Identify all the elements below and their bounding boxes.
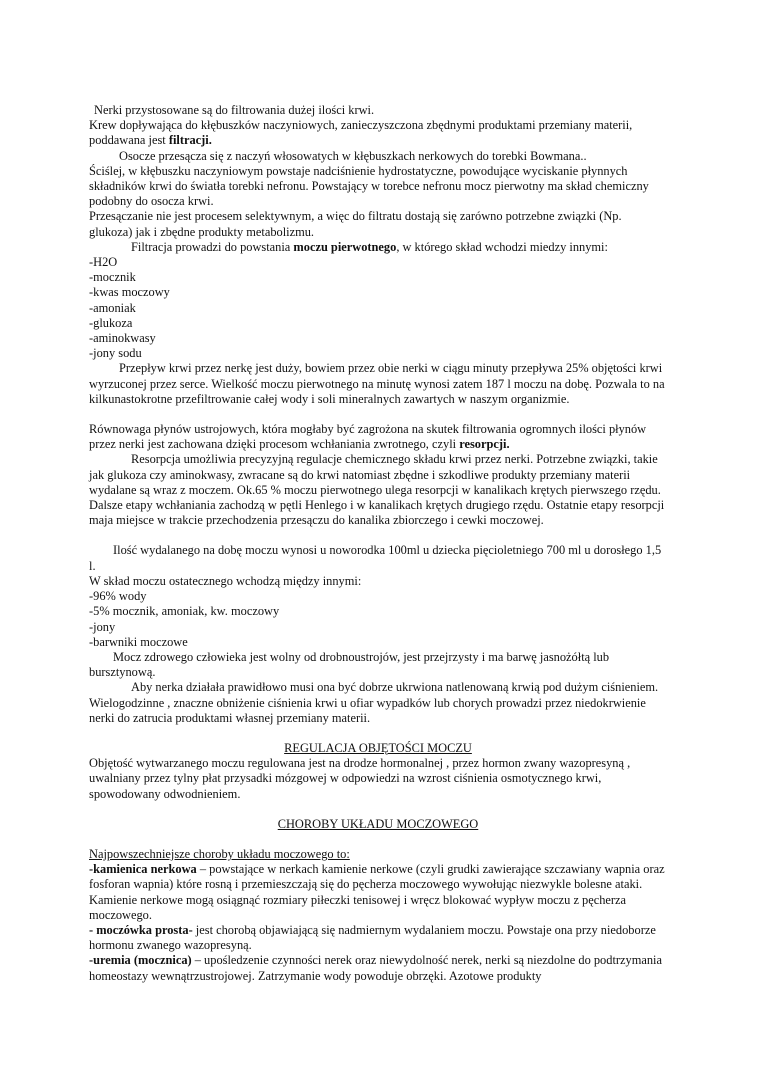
list-item: -barwniki moczowe [89, 634, 188, 649]
paragraph-fluid-balance: Równowaga płynów ustrojowych, która mogłaby być zagrożona na skutek filtrowania ogromnych ilości płynów przez nerki jest zachowana dzięki procesom wchłaniania zwrotnego, czyli resorpcji. [89, 422, 647, 452]
term-diabetes-insipidus: - moczówka prosta- [89, 922, 193, 937]
final-urine-list [89, 589, 667, 650]
heading-urinary-diseases: CHOROBY UKŁADU MOCZOWEGO [277, 816, 479, 831]
list-item: -jony [89, 619, 116, 634]
paragraph-intro: Nerki przystosowane są do filtrowania dużej ilości krwi. [94, 103, 375, 117]
paragraph-blood-supply: Aby nerka działała prawidłowo musi ona być dobrze ukrwiona natlenowaną krwią pod dużym ciśnieniem. Wielogodzinne , znaczne obniżenie ciśnienia krwi u ofiar wypadków lub chorych prowadzi przez niedokrwienie nerki do zatrucia produktami własnej przemiany materii. [89, 680, 659, 725]
paragraph-final-urine: W skład moczu ostatecznego wchodzą między innymi: [89, 573, 362, 588]
list-item: -96% wody [89, 589, 147, 604]
paragraph-blood-flow: Przepływ krwi przez nerkę jest duży, bowiem przez obie nerki w ciągu minuty przepływa 25% objętości krwi wyrzuconej przez serce. Wielkość moczu pierwotnego na minutę wynosi zatem 187 l moczu na dobę. Pozwala to na kilkunastokrotne przefiltrowanie całej wody i soli mineralnych zawartych w naszym organizmie. [89, 361, 665, 406]
paragraph-non-selective: Przesączanie nie jest procesem selektywnym, a więc do filtratu dostają się zarówno potrzebne związki (Np. glukoza) jak i zbędne produkty metabolizmu. [89, 209, 622, 239]
list-item: -aminokwasy [89, 331, 156, 346]
disease-kidney-stones: -kamienica nerkowa – powstające w nerkach kamienie nerkowe (czyli grudki zawierające szczawiany wapnia oraz fosforan wapnia) które rosną i przemieszczają się do pęcherza moczowego wywołując niezwykle bolesne ataki. Kamienie nerkowe mogą osiągnąć rozmiary piłeczki tenisowej i wręcz blokować wypływ moczu z pęcherza moczowego. [89, 862, 665, 922]
spacer [89, 407, 667, 422]
paragraph-daily-volume: Ilość wydalanego na dobę moczu wynosi u noworodka 100ml u dziecka pięcioletniego 700 ml u dorosłego 1,5 l. [89, 543, 662, 573]
paragraph-primary-urine: Filtracja prowadzi do powstania moczu pierwotnego, w którego skład wchodzi miedzy innymi: [131, 239, 608, 254]
term-uremia: -uremia (mocznica) [89, 953, 192, 968]
spacer [89, 726, 667, 741]
term-kidney-stones: -kamienica nerkowa [89, 862, 197, 877]
term-primary-urine: moczu pierwotnego [293, 239, 397, 254]
term-filtration: filtracji. [168, 133, 212, 148]
heading-urine-volume-regulation: REGULACJA OBJĘTOŚCI MOCZU [284, 740, 472, 755]
list-item: -amoniak [89, 300, 136, 315]
list-item: -jony sodu [89, 346, 142, 361]
list-item: -5% mocznik, amoniak, kw. moczowy [89, 604, 280, 619]
paragraph-vasopressin: Objętość wytwarzanego moczu regulowana jest na drodze hormonalnej , przez hormon zwany wazopresyną , uwalniany przez tylny płat przysadki mózgowej w odpowiedzi na wzrost ciśnienia osmotycznego krwi, spowodowany odwodnieniem. [89, 756, 631, 801]
list-item: -glukoza [89, 315, 133, 330]
paragraph-diseases-intro: Najpowszechniejsze choroby układu moczowego to: [89, 846, 350, 861]
paragraph-bowman: Osocze przesącza się z naczyń włosowatych w kłębuszkach nerkowych do torebki Bowmana.. [119, 148, 587, 163]
paragraph-hydrostatic: Ściślej, w kłębuszku naczyniowym powstaje nadciśnienie hydrostatyczne, powodujące wyciskanie płynnych składników krwi do światła torebki nefronu. Powstający w torebce nefronu mocz pierwotny ma skład chemiczny podobny do osocza krwi. [89, 163, 649, 209]
list-item: -kwas moczowy [89, 285, 170, 300]
spacer [89, 802, 667, 817]
list-item: -mocznik [89, 270, 136, 285]
paragraph-resorption: Resorpcja umożliwia precyzyjną regulacje chemicznego składu krwi przez nerki. Potrzebne związki, takie jak glukoza czy aminokwasy, zwracane są do krwi natomiast zbędne i szkodliwe produkty przemiany materii wydalane są wraz z moczem. Ok.65 % moczu pierwotnego ulega resorpcji w kanalikach krętych pierwszego rzędu. Dalsze etapy wchłaniania zachodzą w pętli Henlego i w kanalikach krętych drugiego rzędu. Ostatnie etapy resorpcji maja miejsce w trakcie przechodzenia przesączu do kanalika zbiorczego i cewki moczowej. [89, 452, 665, 528]
paragraph-healthy-urine: Mocz zdrowego człowieka jest wolny od drobnoustrojów, jest przejrzysty i ma barwę jasnożółtą lub bursztynową. [89, 649, 610, 680]
spacer [89, 528, 667, 543]
term-resorption: resorpcji. [459, 437, 510, 452]
paragraph-filtration: Krew dopływająca do kłębuszków naczyniowych, zanieczyszczona zbędnymi produktami przemiany materii, poddawana jest filtracji. [89, 118, 633, 148]
primary-urine-list [89, 255, 667, 361]
list-item: -H2O [89, 255, 118, 270]
disease-uremia: -uremia (mocznica) – upośledzenie czynności nerek oraz niewydolność nerek, nerki są niezdolne do podtrzymania homeostazy wewnątrzustrojowej. Zatrzymanie wody powoduje obrzęki. Azotowe produkty [89, 953, 662, 983]
spacer [89, 832, 667, 847]
disease-diabetes-insipidus: - moczówka prosta- jest chorobą objawiającą się nadmiernym wydalaniem moczu. Powstaje ona przy niedoborze hormonu zwanego wazopresyną. [89, 922, 656, 953]
document-page [89, 103, 667, 984]
